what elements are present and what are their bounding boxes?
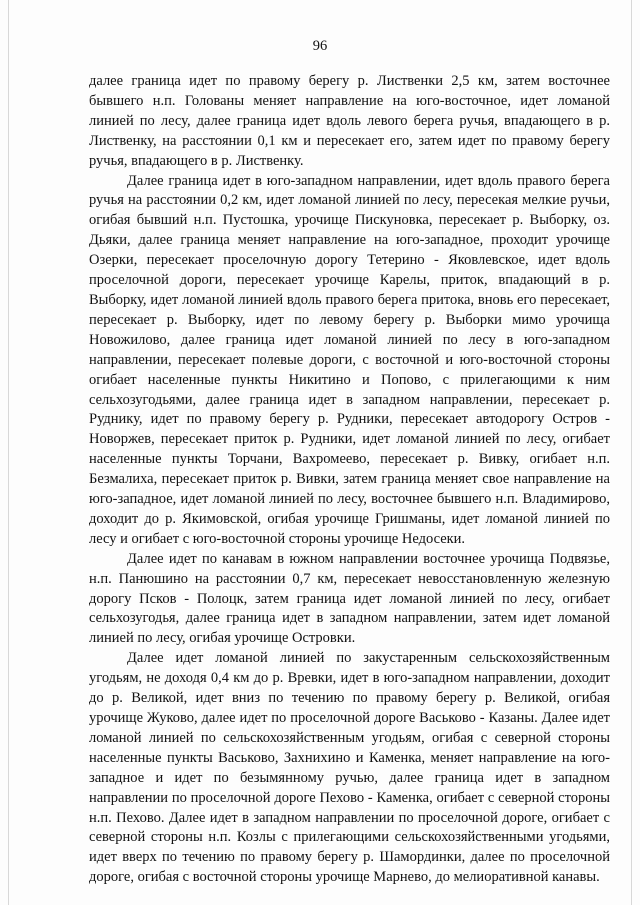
scan-edge-left xyxy=(8,0,9,905)
page-number: 96 xyxy=(312,38,328,54)
scan-edge-right xyxy=(631,0,632,905)
paragraph-3: Далее идет по канавам в южном направлении восточнее урочища Подвязье, н.п. Панюшино на расстоянии 0,7 км, пересекает невосстановленную железную дорогу Псков - Полоцк, затем граница идет ломаной линией по лесу, огибает сельхозугодья, далее граница идет в западном направлении, затем идет ломаной линией по лесу, огибая урочище Островки. xyxy=(89,550,610,647)
document-body xyxy=(89,72,610,888)
paragraph-4: Далее идет ломаной линией по закустаренным сельскохозяйственным угодьям, не доходя 0,4 км до р. Вревки, идет в юго-западном направлении, доходит до р. Великой, идет вниз по течению по правому берегу р. Великой, огибая урочище Жуково, далее идет по проселочной дороге Васьково - Казаны. Далее идет ломаной линией по сельскохозяйственным угодьям, огибая с северной стороны населенные пункты Васьково, Захнихино и Каменка, меняет направление на юго-западное и идет по безымянному ручью, далее граница идет в западном направлении по проселочной дороге Пехово - Каменка, огибает с северной стороны н.п. Пехово. Далее идет в западном направлении по проселочной дороге, огибает с северной стороны н.п. Козлы с прилегающими сельскохозяйственными угодьями, идет вверх по течению по правому берегу р. Шамординки, далее по проселочной дороге, огибая с восточной стороны урочище Марнево, до мелиоративной канавы. xyxy=(89,650,610,886)
paragraph-1: далее граница идет по правому берегу р. Лиственки 2,5 км, затем восточнее бывшего н.п. Голованы меняет направление на юго-восточное, идет ломаной линией по лесу, далее граница идет вдоль левого берега ручья, впадающего в р. Лиственку, на расстоянии 0,1 км и пересекает его, затем идет по правому берегу ручья, впадающего в р. Лиственку. xyxy=(89,73,610,169)
paragraph-2: Далее граница идет в юго-западном направлении, идет вдоль правого берега ручья на расстоянии 0,2 км, идет ломаной линией по лесу, пересекая мелкие ручьи, огибая бывший н.п. Пустошка, урочище Пискуновка, пересекает р. Выборку, оз. Дьяки, далее граница меняет направление на юго-западное, проходит урочище Озерки, пересекает проселочную дорогу Тетерино - Яковлевское, идет вдоль проселочной дороги, пересекает урочище Карелы, приток, впадающий в р. Выборку, идет ломаной линией вдоль правого берега притока, вновь его пересекает, пересекает р. Выборку, идет по левому берегу р. Выборки мимо урочища Новожилово, далее граница идет ломаной линией по лесу в юго-западном направлении, пересекает полевые дороги, с восточной и юго-восточной стороны огибает населенные пункты Никитино и Попово, с прилегающими к ним сельхозугодьями, далее граница идет в западном направлении, пересекает р. Руднику, идет по правому берегу р. Рудники, пересекает автодорогу Остров - Новоржев, пересекает приток р. Рудники, идет ломаной линией по лесу, огибает населенные пункты Торчани, Вахромеево, пересекает р. Вивку, огибает н.п. Безмалиха, пересекает приток р. Вивки, затем граница меняет свое направление на юго-западное, идет ломаной линией по лесу, восточнее бывшего н.п. Владимирово, доходит до р. Якимовской, огибая урочище Гришманы, идет ломаной линией по лесу и огибает с юго-восточной стороны урочище Недосеки. xyxy=(89,172,610,547)
